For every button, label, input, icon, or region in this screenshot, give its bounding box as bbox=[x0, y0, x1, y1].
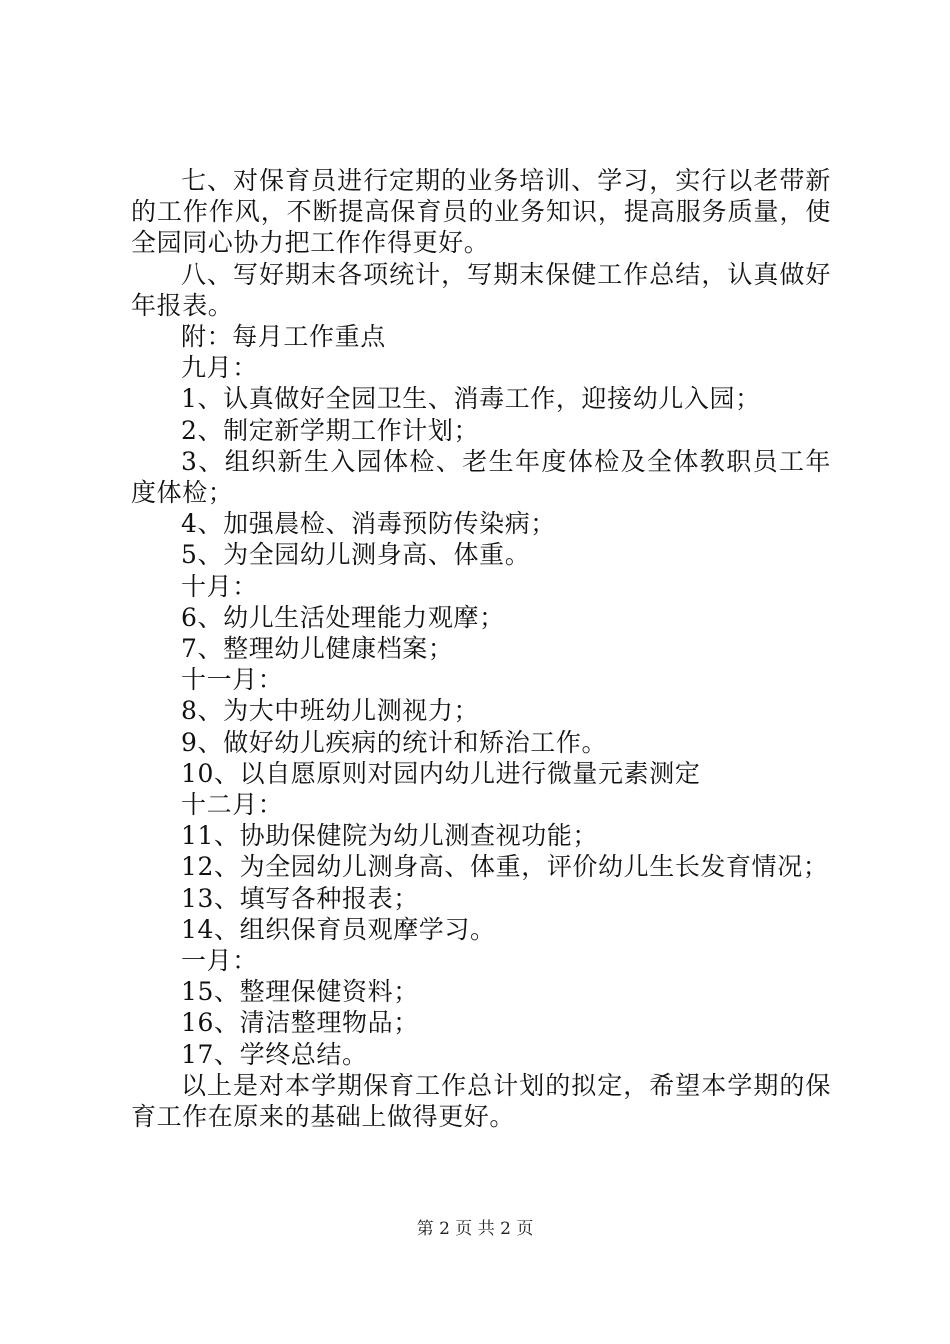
list-item: 9、做好幼儿疾病的统计和矫治工作。 bbox=[181, 727, 608, 757]
paragraph: 以上是对本学期保育工作总计划的拟定，希望本学期的保育工作在原来的基础上做得更好。 bbox=[131, 1070, 831, 1132]
paragraph: 七、对保育员进行定期的业务培训、学习，实行以老带新的工作作风，不断提高保育员的业务知识，提高服务质量，使全园同心协力把工作作得更好。 bbox=[131, 166, 831, 258]
list-item: 10、以自愿原则对园内幼儿进行微量元素测定 bbox=[181, 758, 701, 788]
list-item: 14、组织保育员观摩学习。 bbox=[181, 914, 496, 944]
month-heading: 一月： bbox=[181, 946, 258, 976]
month-heading: 十月： bbox=[181, 571, 258, 601]
month-heading: 十二月： bbox=[181, 790, 284, 820]
month-heading: 九月： bbox=[181, 353, 258, 383]
paragraph: 附：每月工作重点 bbox=[181, 322, 386, 352]
list-item: 2、制定新学期工作计划； bbox=[181, 415, 480, 445]
list-item: 11、协助保健院为幼儿测查视功能； bbox=[181, 821, 599, 851]
list-item: 12、为全园幼儿测身高、体重，评价幼儿生长发育情况； bbox=[181, 852, 829, 882]
document-body bbox=[131, 165, 831, 1132]
list-item: 4、加强晨检、消毒预防传染病； bbox=[181, 509, 556, 539]
list-item: 6、幼儿生活处理能力观摩； bbox=[181, 602, 505, 632]
list-item: 13、填写各种报表； bbox=[181, 883, 419, 913]
month-heading: 十一月： bbox=[181, 665, 284, 695]
list-item: 3、组织新生入园体检、老生年度体检及全体教职员工年度体检； bbox=[131, 446, 831, 508]
paragraph: 八、写好期末各项统计，写期末保健工作总结，认真做好年报表。 bbox=[131, 259, 831, 320]
list-item: 17、学终总结。 bbox=[181, 1039, 368, 1069]
list-item: 16、清洁整理物品； bbox=[181, 1008, 419, 1038]
list-item: 8、为大中班幼儿测视力； bbox=[181, 696, 480, 726]
page-number-footer: 第 2 页 共 2 页 bbox=[416, 1219, 534, 1239]
list-item: 7、整理幼儿健康档案； bbox=[181, 634, 454, 664]
list-item: 15、整理保健资料； bbox=[181, 977, 419, 1007]
list-item: 1、认真做好全园卫生、消毒工作，迎接幼儿入园； bbox=[181, 384, 761, 414]
list-item: 5、为全园幼儿测身高、体重。 bbox=[181, 540, 531, 570]
